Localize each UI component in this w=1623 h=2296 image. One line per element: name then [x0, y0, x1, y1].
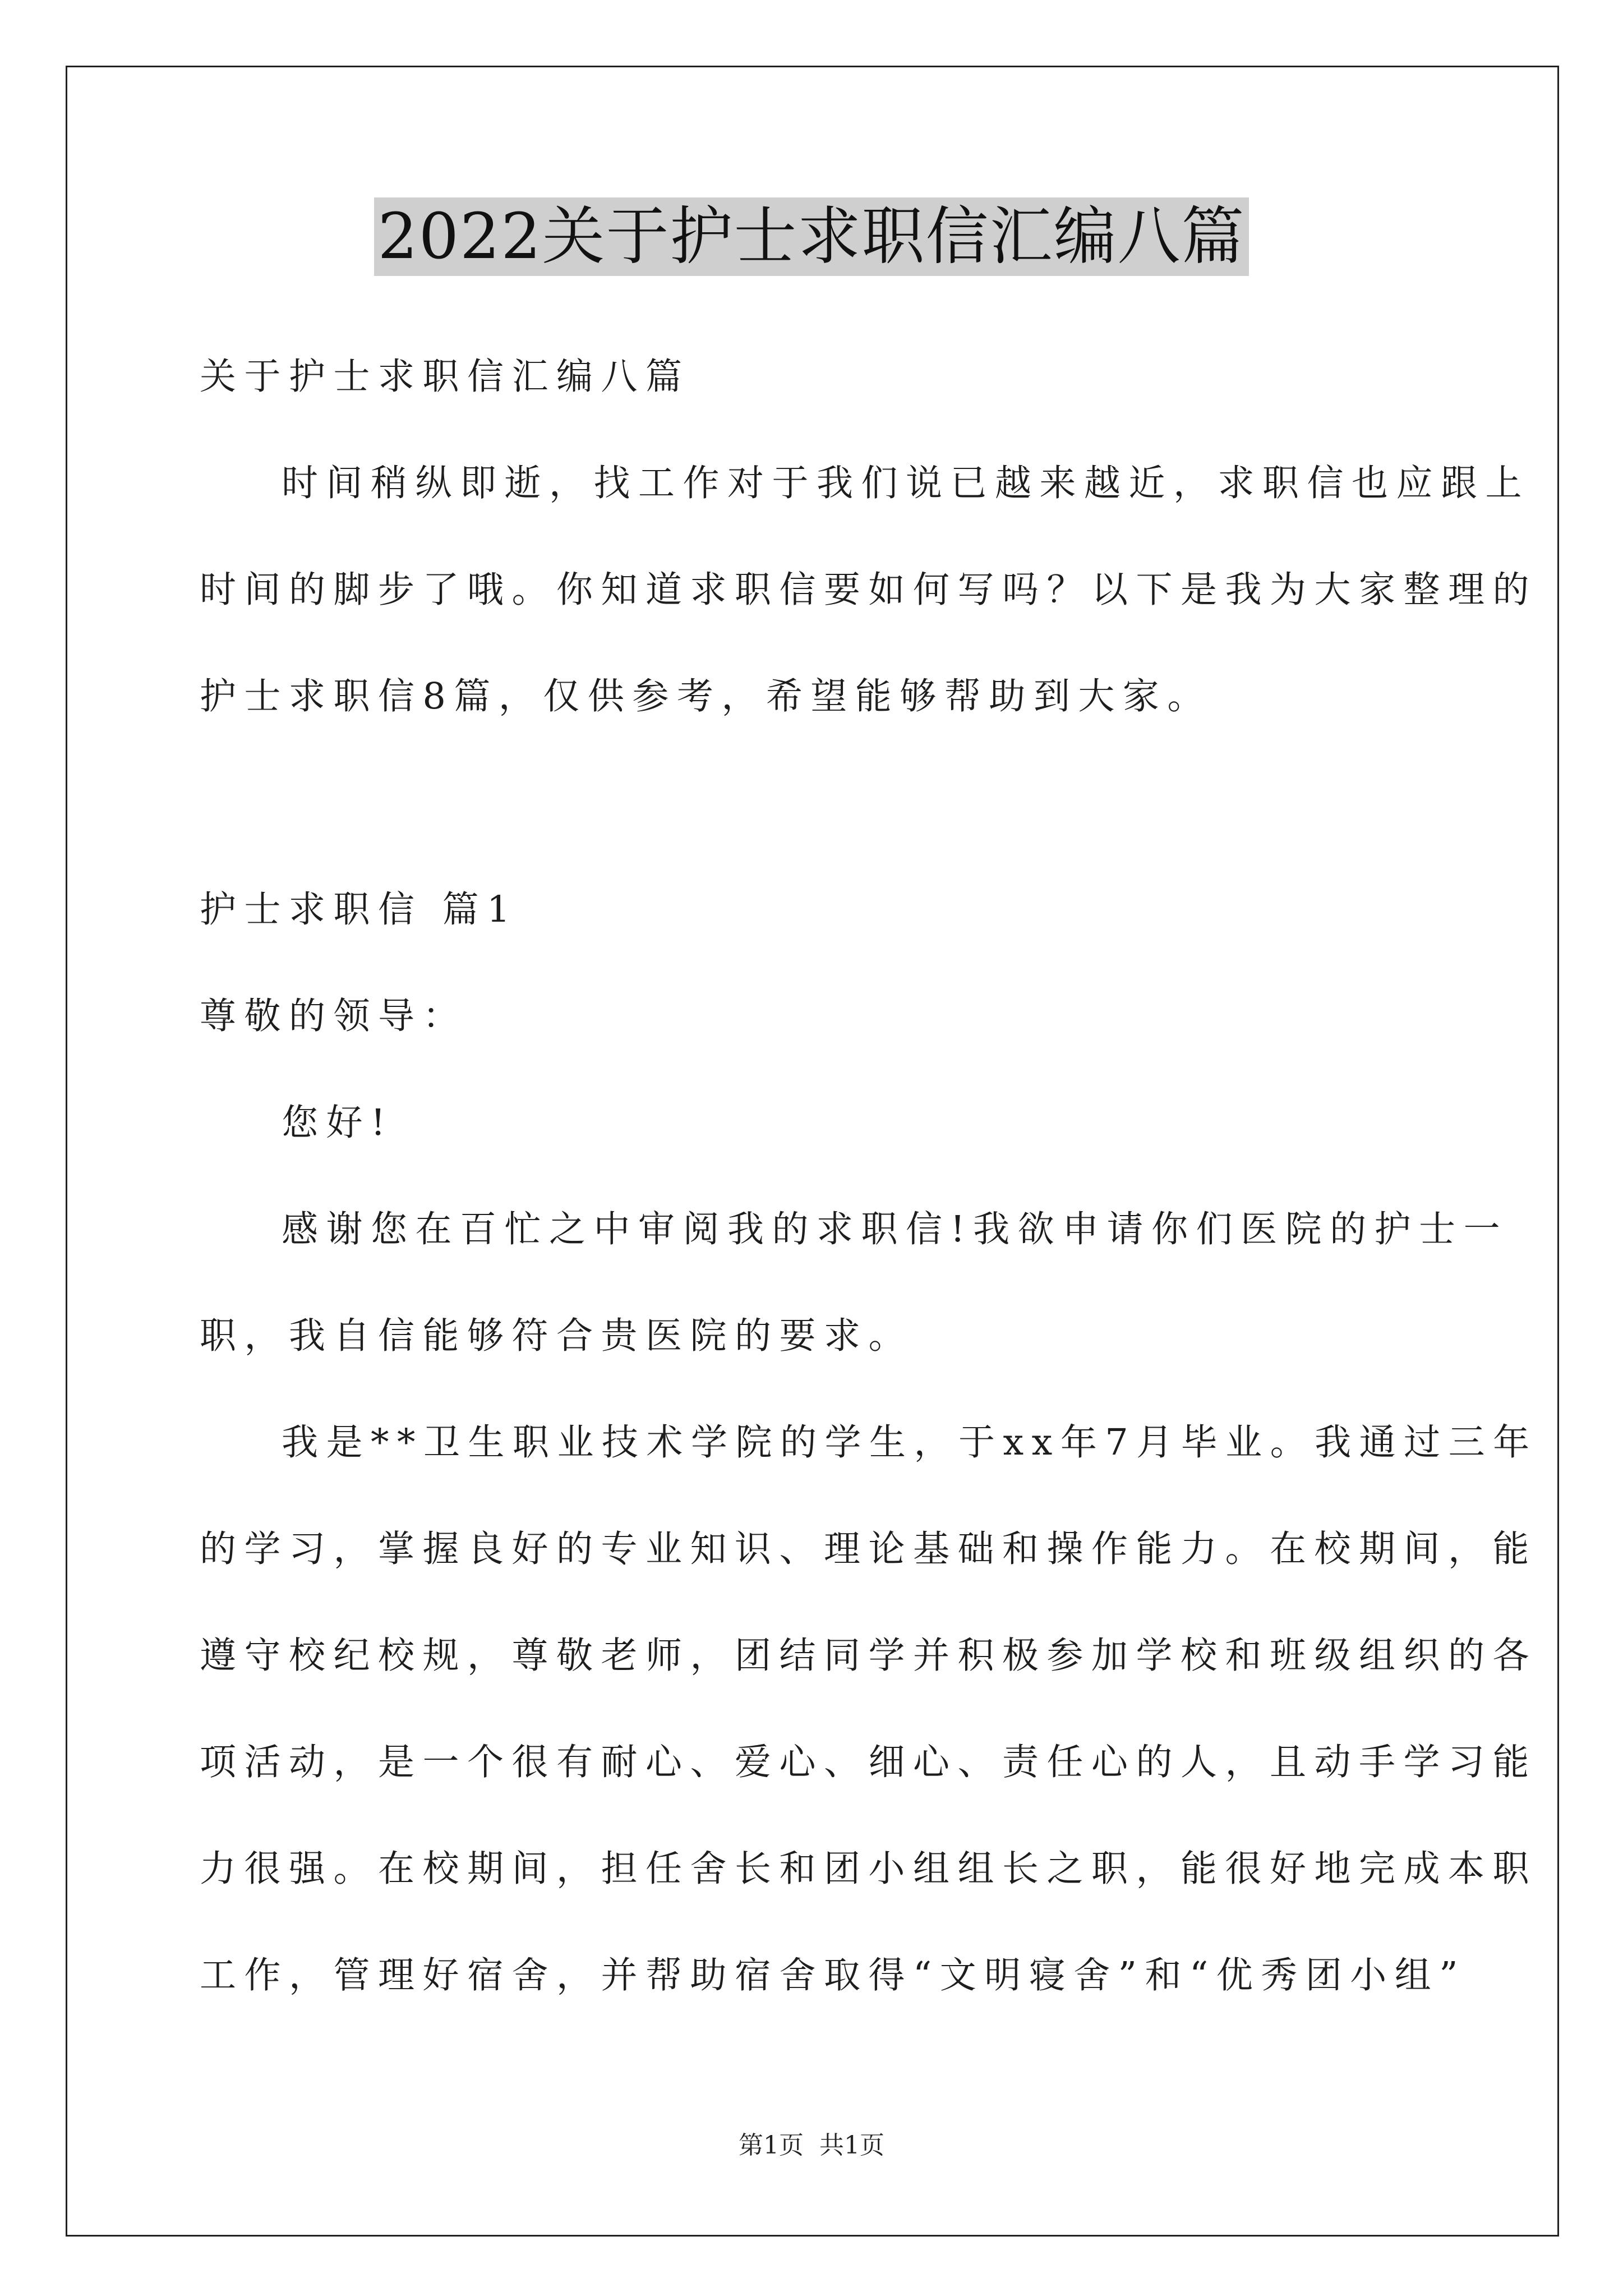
intro-line: 护士求职信8篇，仅供参考，希望能够帮助到大家。: [200, 675, 1212, 717]
page-footer: 第1页 共1页: [739, 2131, 884, 2160]
paragraph-line: 力很强。在校期间，担任舍长和团小组组长之职，能很好地完成本职: [200, 1848, 1538, 1890]
title-container: [0, 197, 1623, 276]
paragraph-line: 我是**卫生职业技术学院的学生，于xx年7月毕业。我通过三年: [282, 1421, 1538, 1464]
paragraph-line: 感谢您在百忙之中审阅我的求职信!我欲申请你们医院的护士一: [282, 1208, 1509, 1250]
paragraph-line: 项活动，是一个很有耐心、爱心、细心、责任心的人，且动手学习能: [200, 1741, 1538, 1783]
paragraph-line: 职，我自信能够符合贵医院的要求。: [200, 1315, 914, 1357]
paragraph-line: 的学习，掌握良好的专业知识、理论基础和操作能力。在校期间，能: [200, 1528, 1538, 1570]
salutation: 尊敬的领导：: [200, 995, 468, 1037]
paragraph-line: 遵守校纪校规，尊敬老师，团结同学并积极参加学校和班级组织的各: [200, 1635, 1538, 1677]
section-heading: 护士求职信 篇1: [200, 889, 519, 931]
intro-line: 时间的脚步了哦。你知道求职信要如何写吗？以下是我为大家整理的: [200, 569, 1538, 611]
document-title: 2022关于护士求职信汇编八篇: [374, 197, 1248, 276]
intro-line: 时间稍纵即逝，找工作对于我们说已越来越近，求职信也应跟上: [282, 462, 1530, 504]
paragraph-line: 工作，管理好宿舍，并帮助宿舍取得“文明寝舍”和“优秀团小组”: [200, 1954, 1466, 1996]
greeting: 您好!: [282, 1102, 394, 1144]
document-subtitle: 关于护士求职信汇编八篇: [200, 356, 690, 398]
